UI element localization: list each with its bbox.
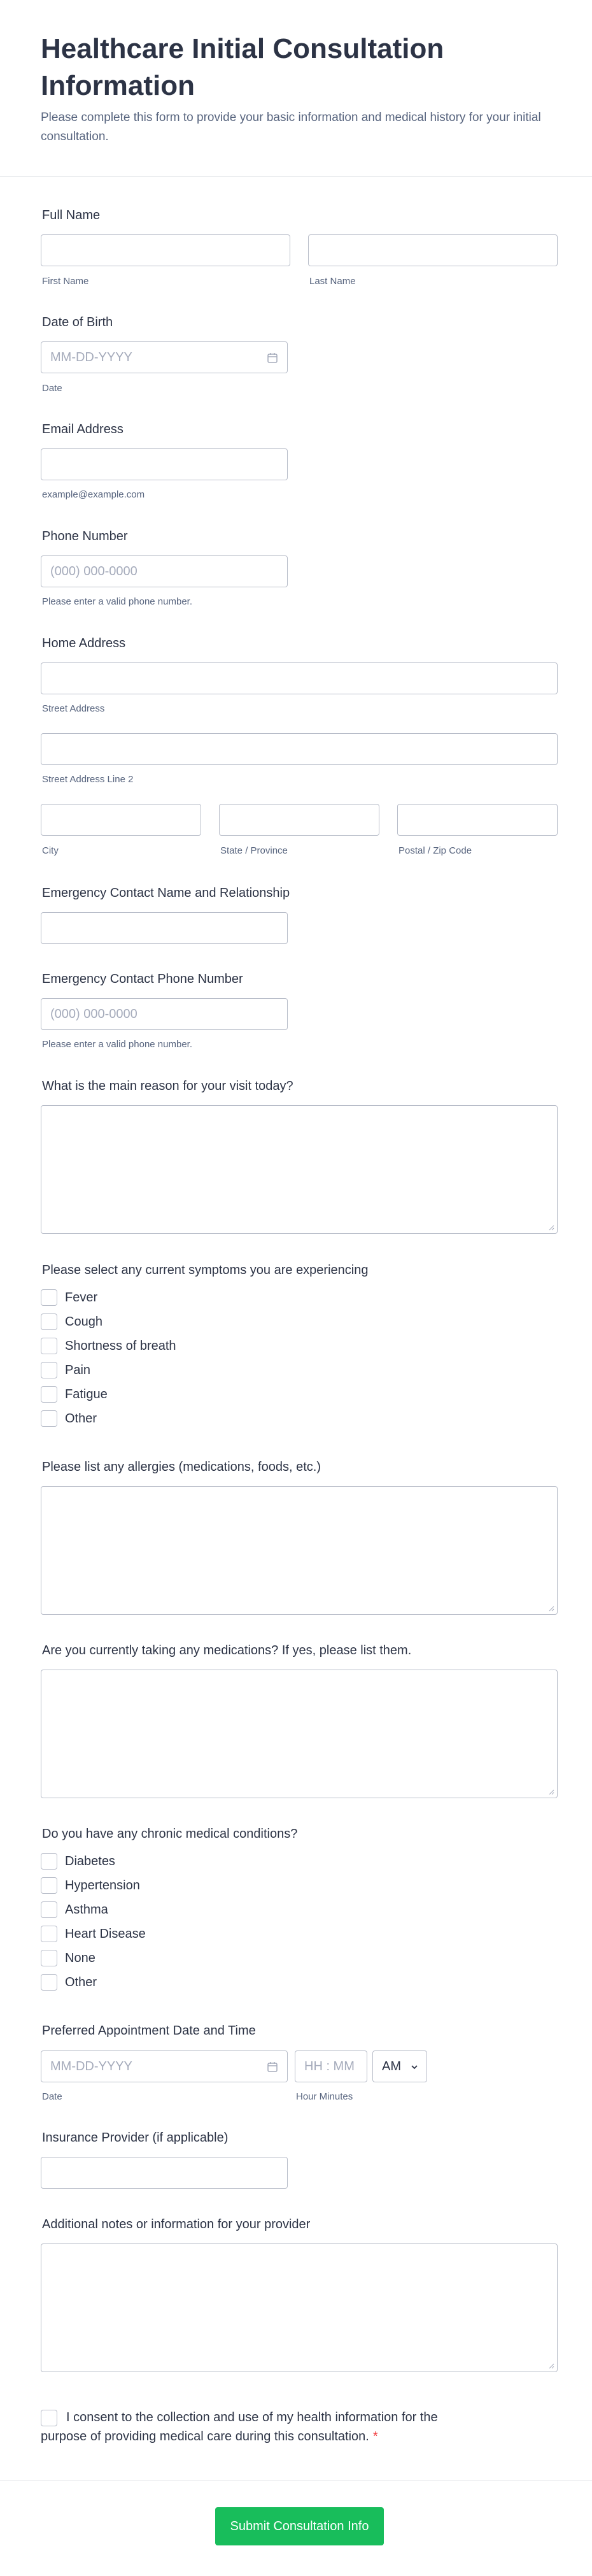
checkbox[interactable] — [41, 1338, 57, 1354]
last-name-input[interactable] — [308, 234, 558, 266]
zip-input[interactable] — [397, 804, 558, 836]
street-address-2-input[interactable] — [41, 733, 558, 765]
option-label: None — [65, 1950, 95, 1965]
full-name-label: Full Name — [42, 208, 101, 222]
appointment-date-placeholder: MM-DD-YYYY — [50, 2059, 132, 2073]
consent-text-block — [41, 2408, 486, 2446]
dob-placeholder: MM-DD-YYYY — [50, 350, 132, 364]
email-input[interactable] — [41, 448, 288, 480]
medications-textarea[interactable] — [41, 1670, 558, 1798]
chronic-option-other[interactable] — [41, 1974, 97, 1991]
last-name-sublabel: Last Name — [309, 276, 356, 287]
checkbox[interactable] — [41, 1362, 57, 1378]
state-input[interactable] — [219, 804, 379, 836]
appointment-time-placeholder: HH : MM — [304, 2059, 355, 2073]
consent-field — [41, 2408, 486, 2446]
checkbox[interactable] — [41, 1901, 57, 1918]
checkbox[interactable] — [41, 1289, 57, 1306]
option-label: Cough — [65, 1314, 102, 1329]
medications-label: Are you currently taking any medications? If yes, please list them. — [42, 1643, 412, 1657]
ampm-value: AM — [382, 2059, 401, 2073]
phone-label: Phone Number — [42, 529, 128, 543]
checkbox[interactable] — [41, 1974, 57, 1991]
option-label: Fever — [65, 1290, 98, 1305]
state-sublabel: State / Province — [220, 845, 288, 856]
dob-label: Date of Birth — [42, 315, 113, 329]
checkbox[interactable] — [41, 1410, 57, 1427]
symptoms-label: Please select any current symptoms you are experiencing — [42, 1263, 369, 1277]
chevron-down-icon — [410, 2063, 419, 2072]
appointment-label: Preferred Appointment Date and Time — [42, 2024, 256, 2038]
emergency-phone-input[interactable] — [41, 998, 288, 1030]
symptom-option-other[interactable] — [41, 1410, 97, 1427]
zip-sublabel: Postal / Zip Code — [398, 845, 472, 856]
resize-handle-icon[interactable] — [548, 1789, 554, 1795]
chronic-option-diabetes[interactable] — [41, 1853, 115, 1870]
symptom-option-fever[interactable] — [41, 1289, 97, 1306]
notes-label: Additional notes or information for your provider — [42, 2217, 311, 2231]
option-label: Asthma — [65, 1902, 108, 1917]
appointment-date-input[interactable] — [41, 2050, 288, 2082]
visit-reason-textarea[interactable] — [41, 1105, 558, 1234]
calendar-icon[interactable] — [267, 352, 278, 364]
street-address-input[interactable] — [41, 662, 558, 694]
resize-handle-icon[interactable] — [548, 1224, 554, 1231]
first-name-input[interactable] — [41, 234, 290, 266]
option-label: Fatigue — [65, 1387, 108, 1401]
consent-checkbox[interactable] — [41, 2410, 57, 2426]
city-input[interactable] — [41, 804, 201, 836]
option-label: Other — [65, 1975, 97, 1989]
address-label: Home Address — [42, 636, 126, 650]
option-label: Heart Disease — [65, 1926, 146, 1941]
chronic-option-hypertension[interactable] — [41, 1877, 140, 1894]
required-asterisk: * — [372, 2429, 378, 2444]
allergies-textarea[interactable] — [41, 1486, 558, 1615]
appointment-date-sublabel: Date — [42, 2091, 62, 2102]
dob-sublabel: Date — [42, 383, 62, 394]
option-label: Diabetes — [65, 1854, 115, 1868]
emergency-phone-placeholder: (000) 000-0000 — [50, 1006, 137, 1021]
emergency-contact-label: Emergency Contact Name and Relationship — [42, 886, 290, 900]
option-label: Shortness of breath — [65, 1338, 176, 1353]
phone-input[interactable] — [41, 555, 288, 587]
first-name-sublabel: First Name — [42, 276, 89, 287]
symptom-option-cough[interactable] — [41, 1313, 102, 1330]
allergies-label: Please list any allergies (medications, foods, etc.) — [42, 1460, 321, 1474]
appointment-time-sublabel: Hour Minutes — [296, 2091, 353, 2102]
emergency-phone-label: Emergency Contact Phone Number — [42, 972, 243, 986]
checkbox[interactable] — [41, 1386, 57, 1403]
phone-sublabel: Please enter a valid phone number. — [42, 596, 192, 607]
chronic-option-heart-disease[interactable] — [41, 1926, 146, 1942]
city-sublabel: City — [42, 845, 59, 856]
form-header — [0, 0, 592, 177]
option-label: Other — [65, 1411, 97, 1426]
email-label: Email Address — [42, 422, 123, 436]
option-label: Hypertension — [65, 1878, 140, 1893]
checkbox[interactable] — [41, 1853, 57, 1870]
symptom-option-pain[interactable] — [41, 1362, 90, 1378]
dob-input[interactable] — [41, 341, 288, 373]
emergency-phone-sublabel: Please enter a valid phone number. — [42, 1039, 192, 1050]
ampm-select[interactable] — [372, 2050, 427, 2082]
checkbox[interactable] — [41, 1926, 57, 1942]
page-subtitle: Please complete this form to provide your basic information and medical history for your initial consultation. — [41, 111, 541, 143]
street-address-sublabel: Street Address — [42, 703, 105, 714]
checkbox[interactable] — [41, 1877, 57, 1894]
insurance-label: Insurance Provider (if applicable) — [42, 2131, 229, 2145]
submit-button[interactable]: Submit Consultation Info — [215, 2507, 384, 2545]
chronic-option-asthma[interactable] — [41, 1901, 108, 1918]
page-title: Healthcare Initial Consultation Information — [41, 33, 444, 101]
notes-textarea[interactable] — [41, 2243, 558, 2372]
emergency-contact-input[interactable] — [41, 912, 288, 944]
calendar-icon[interactable] — [267, 2061, 278, 2073]
appointment-time-input[interactable] — [295, 2050, 367, 2082]
chronic-option-none[interactable] — [41, 1950, 95, 1966]
email-sublabel: example@example.com — [42, 489, 145, 500]
street-address-2-sublabel: Street Address Line 2 — [42, 774, 134, 785]
visit-reason-label: What is the main reason for your visit today? — [42, 1079, 293, 1093]
consent-label: I consent to the collection and use of my health information for the purpose of providing medical care during this consultation. — [41, 2410, 438, 2444]
phone-placeholder: (000) 000-0000 — [50, 564, 137, 578]
chronic-label: Do you have any chronic medical conditions? — [42, 1827, 298, 1841]
resize-handle-icon[interactable] — [548, 2363, 554, 2369]
insurance-input[interactable] — [41, 2157, 288, 2189]
resize-handle-icon[interactable] — [548, 1605, 554, 1612]
checkbox[interactable] — [41, 1313, 57, 1330]
checkbox[interactable] — [41, 1950, 57, 1966]
symptom-option-shortness-of-breath[interactable] — [41, 1338, 176, 1354]
option-label: Pain — [65, 1363, 91, 1377]
symptom-option-fatigue[interactable] — [41, 1386, 108, 1403]
